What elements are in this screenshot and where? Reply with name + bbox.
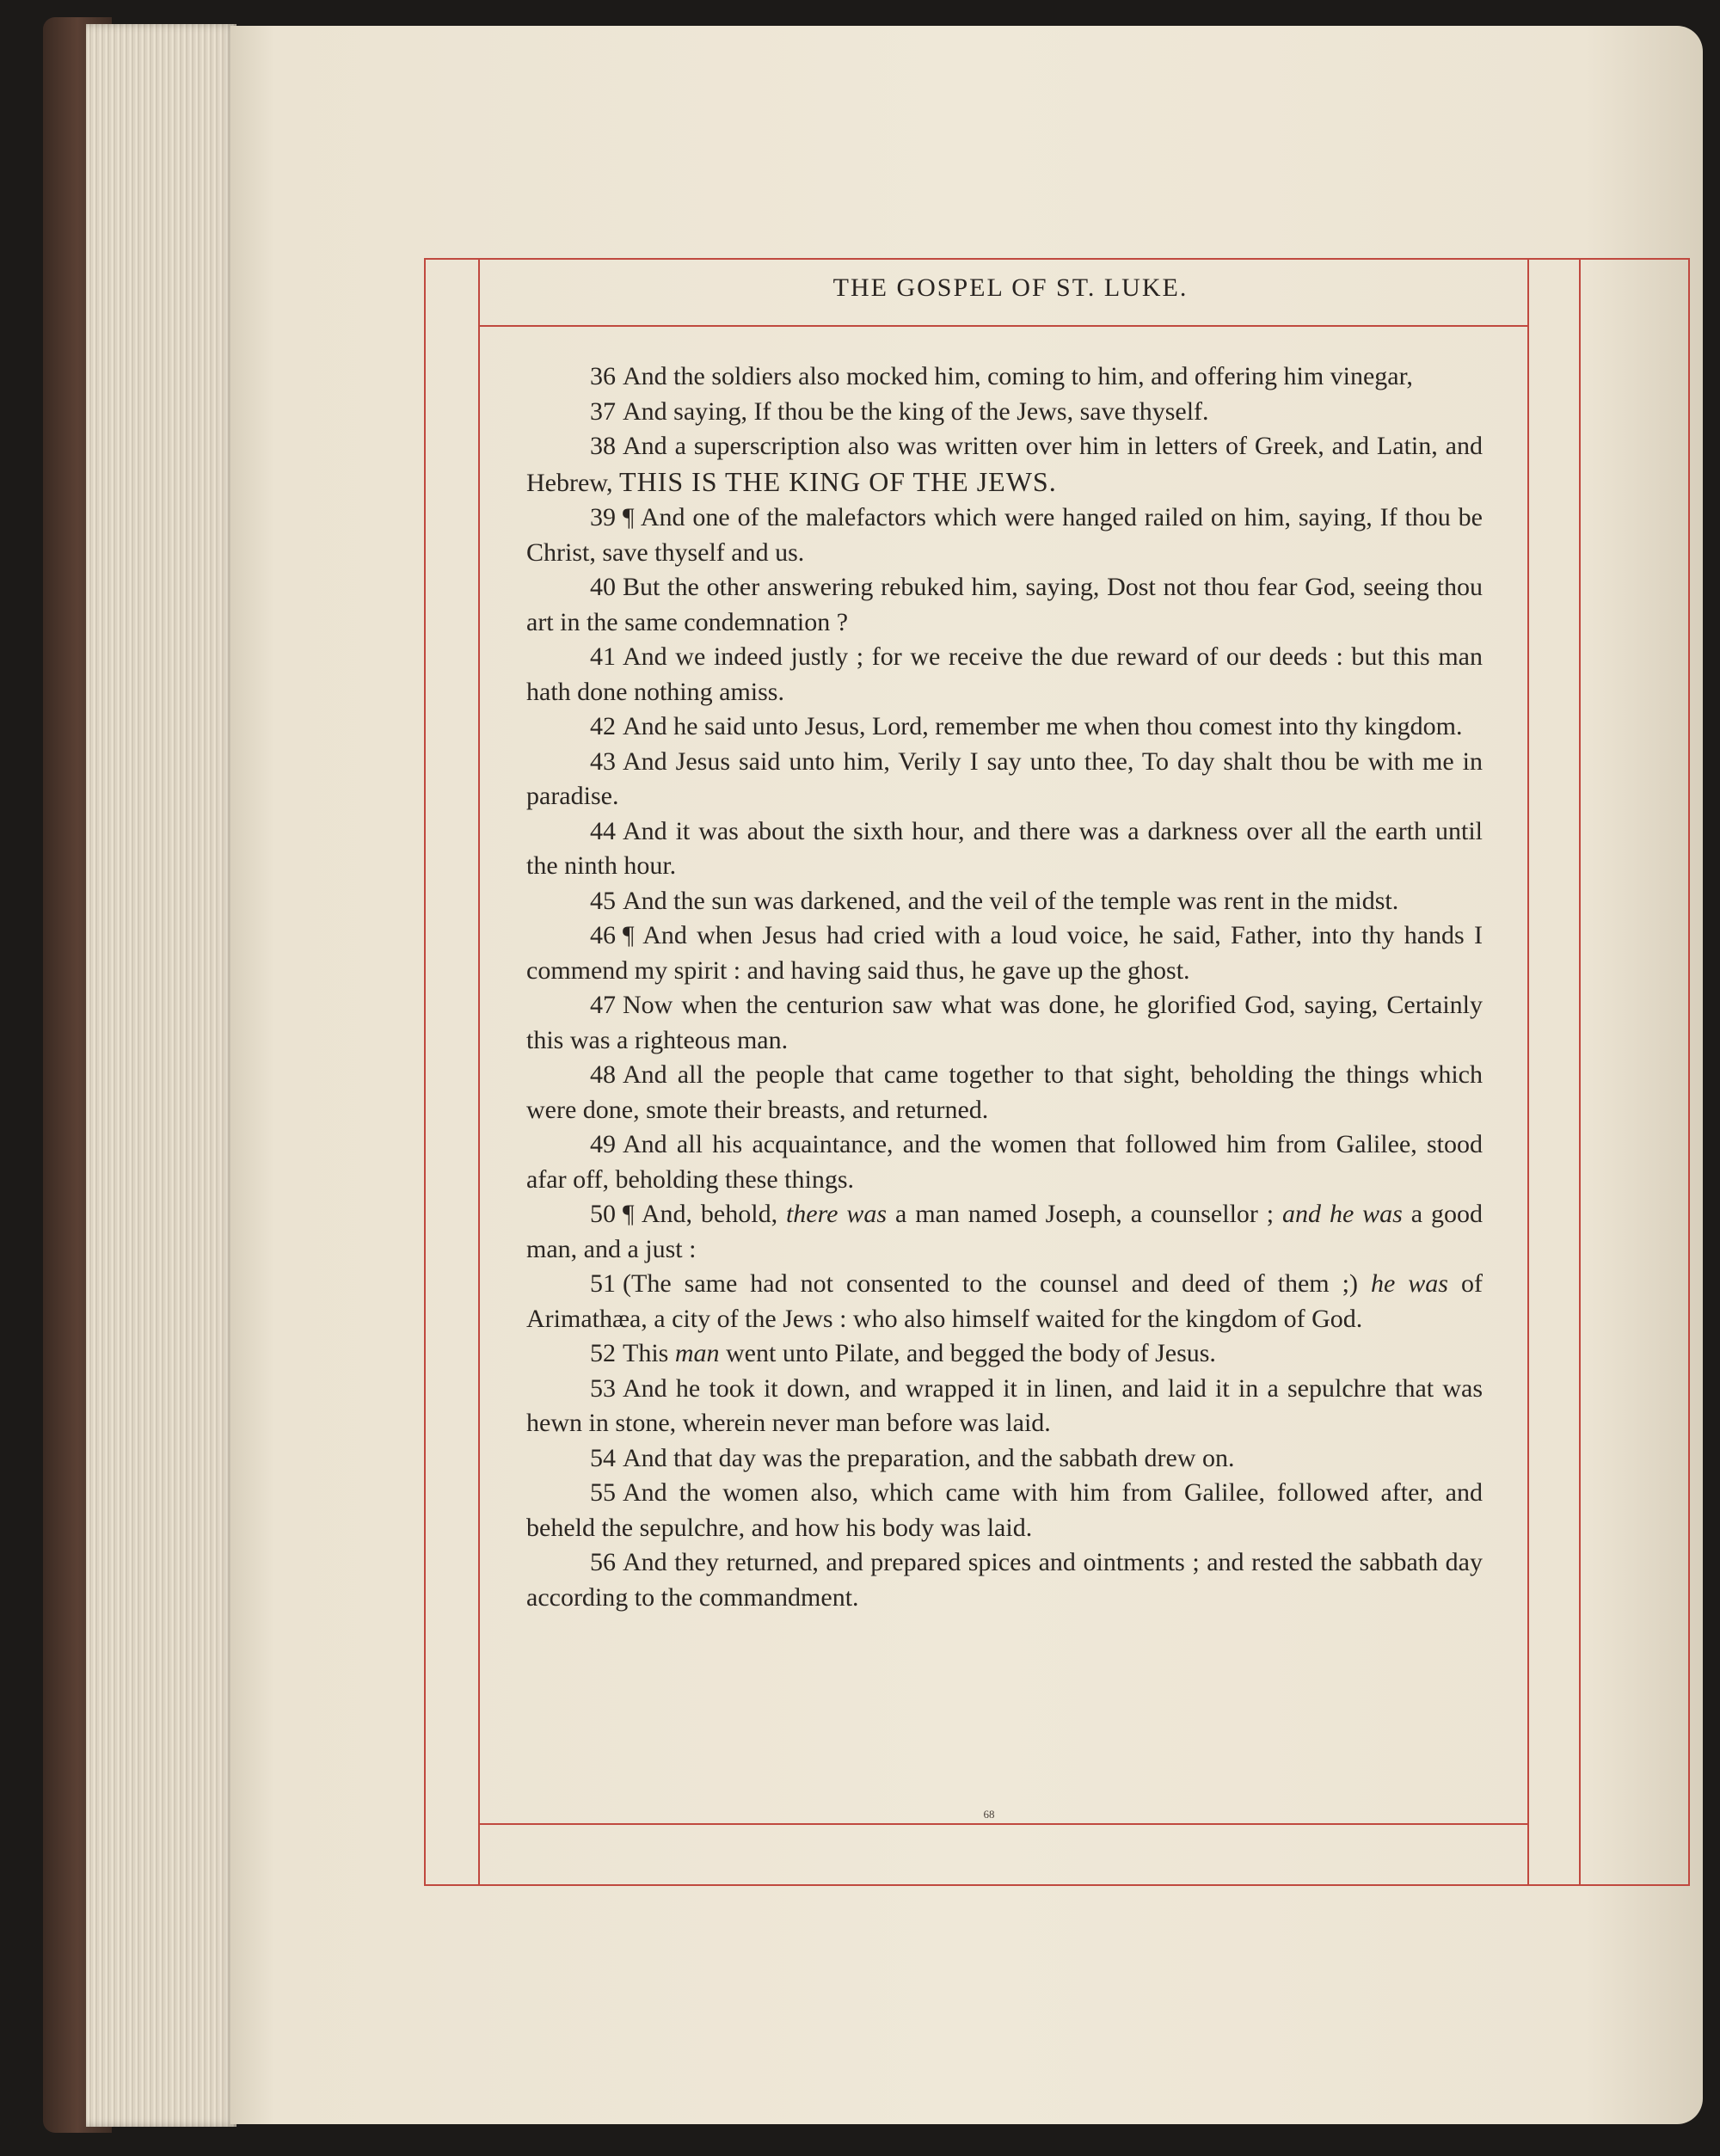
verse-text: Now when the centurion saw what was done, he glorified God, saying, Certainly this was a righteous man. [526, 991, 1483, 1054]
verse-text: And the sun was darkened, and the veil of the temple was rent in the midst. [623, 886, 1399, 915]
italic-supplied-text: he was [1370, 1269, 1448, 1298]
page-title: THE GOSPEL OF ST. LUKE. [832, 273, 1189, 302]
verse-number: 45 [590, 886, 616, 915]
verse-number: 56 [590, 1548, 616, 1576]
verse-text: But the other answering rebuked him, saying, Dost not thou fear God, seeing thou art in the same condemnation ? [526, 573, 1483, 636]
verse-47 [526, 988, 1483, 1058]
verse-41 [526, 640, 1483, 709]
verse-number: 42 [590, 712, 616, 740]
verse-text: ¶ And one of the malefactors which were hanged railed on him, saying, If thou be Christ, save thyself and us. [526, 503, 1483, 567]
verse-number: 43 [590, 746, 616, 776]
margin-right-rule [1579, 258, 1581, 1886]
verse-44 [526, 814, 1483, 884]
verse-text: ¶ And when Jesus had cried with a loud voice, he said, Father, into thy hands I commend my spirit : and having said thus, he gave up the ghost. [526, 921, 1483, 985]
scripture-text [526, 359, 1483, 1615]
inner-left-rule [478, 258, 480, 1886]
verse-38 [526, 429, 1483, 501]
verse-number: 37 [590, 396, 616, 426]
verse-number: 48 [590, 1060, 616, 1089]
verse-text: And the women also, which came with him from Galilee, followed after, and beheld the sepulchre, and how his body was laid. [526, 1478, 1483, 1542]
verse-43 [526, 745, 1483, 814]
verse-55 [526, 1476, 1483, 1545]
verse-text: And he said unto Jesus, Lord, remember me when thou comest into thy kingdom. [623, 712, 1463, 740]
verse-text: And we indeed justly ; for we receive the due reward of our deeds : but this man hath done nothing amiss. [526, 642, 1483, 706]
verse-52 [526, 1336, 1483, 1372]
verse-50 [526, 1197, 1483, 1267]
verse-37 [526, 395, 1483, 430]
verse-text: went unto Pilate, and begged the body of Jesus. [726, 1339, 1216, 1367]
verse-text: And the soldiers also mocked him, coming to him, and offering him vinegar, [623, 362, 1413, 390]
verse-text: And they returned, and prepared spices and ointments ; and rested the sabbath day according to the commandment. [526, 1548, 1483, 1612]
verse-number: 52 [590, 1339, 616, 1367]
verse-text: And saying, If thou be the king of the Jews, save thyself. [623, 396, 1209, 426]
verse-text: of Arimathæa, a city of the Jews : who also himself waited for the kingdom of God. [526, 1269, 1483, 1333]
verse-text: And Jesus said unto him, Verily I say unto thee, To day shalt thou be with me in paradise. [526, 746, 1483, 810]
verse-54 [526, 1441, 1483, 1477]
verse-51 [526, 1267, 1483, 1336]
verse-number: 47 [590, 991, 616, 1019]
verse-text: And all his acquaintance, and the women that followed him from Galilee, stood afar off, beholding these things. [526, 1130, 1483, 1194]
verse-number: 39 [590, 503, 616, 531]
verse-46 [526, 918, 1483, 988]
verse-56 [526, 1545, 1483, 1615]
verse-number: 51 [590, 1269, 616, 1298]
verse-text: And that day was the preparation, and the sabbath drew on. [623, 1443, 1235, 1472]
verse-45 [526, 884, 1483, 919]
superscription-caps: THIS IS THE KING OF THE JEWS. [619, 465, 1057, 497]
verse-number: 36 [590, 362, 616, 390]
italic-supplied-text: and he was [1282, 1200, 1403, 1228]
verse-text: a good man, and a just : [526, 1200, 1483, 1263]
verse-number: 54 [590, 1443, 616, 1472]
verse-53 [526, 1372, 1483, 1441]
verse-40 [526, 570, 1483, 640]
verse-number: 49 [590, 1130, 616, 1158]
page-number: 68 [983, 1808, 995, 1821]
inner-right-rule [1527, 258, 1529, 1886]
footer-rule [478, 1823, 1529, 1825]
verse-text: And a superscription also was written over him in letters of Greek, and Latin, and Hebrew, [526, 432, 1483, 497]
verse-number: 40 [590, 573, 616, 601]
verse-text: And he took it down, and wrapped it in linen, and laid it in a sepulchre that was hewn in stone, wherein never man before was laid. [526, 1373, 1483, 1437]
verse-49 [526, 1127, 1483, 1197]
verse-number: 44 [590, 816, 616, 845]
verse-48 [526, 1058, 1483, 1127]
verse-text: a man named Joseph, a counsellor ; [895, 1200, 1275, 1228]
verse-number: 38 [590, 432, 616, 460]
verse-number: 53 [590, 1373, 616, 1403]
verse-text: (The same had not consented to the counsel and deed of them ;) [623, 1269, 1358, 1298]
verse-number: 50 [590, 1200, 616, 1228]
verse-number: 55 [590, 1478, 616, 1507]
verse-39 [526, 501, 1483, 570]
verse-text: And all the people that came together to that sight, beholding the things which were done, smote their breasts, and returned. [526, 1060, 1483, 1124]
verse-text: And it was about the sixth hour, and there was a darkness over all the earth until the ninth hour. [526, 816, 1483, 880]
page-edges [86, 24, 236, 2127]
verse-36 [526, 359, 1483, 395]
verse-42 [526, 709, 1483, 745]
verse-number: 46 [590, 921, 616, 949]
verse-number: 41 [590, 642, 616, 671]
header-rule [478, 325, 1529, 327]
italic-supplied-text: there was [785, 1200, 888, 1228]
verse-text: This [623, 1339, 669, 1367]
verse-text: ¶ And, behold, [623, 1200, 778, 1228]
italic-supplied-text: man [674, 1339, 720, 1367]
